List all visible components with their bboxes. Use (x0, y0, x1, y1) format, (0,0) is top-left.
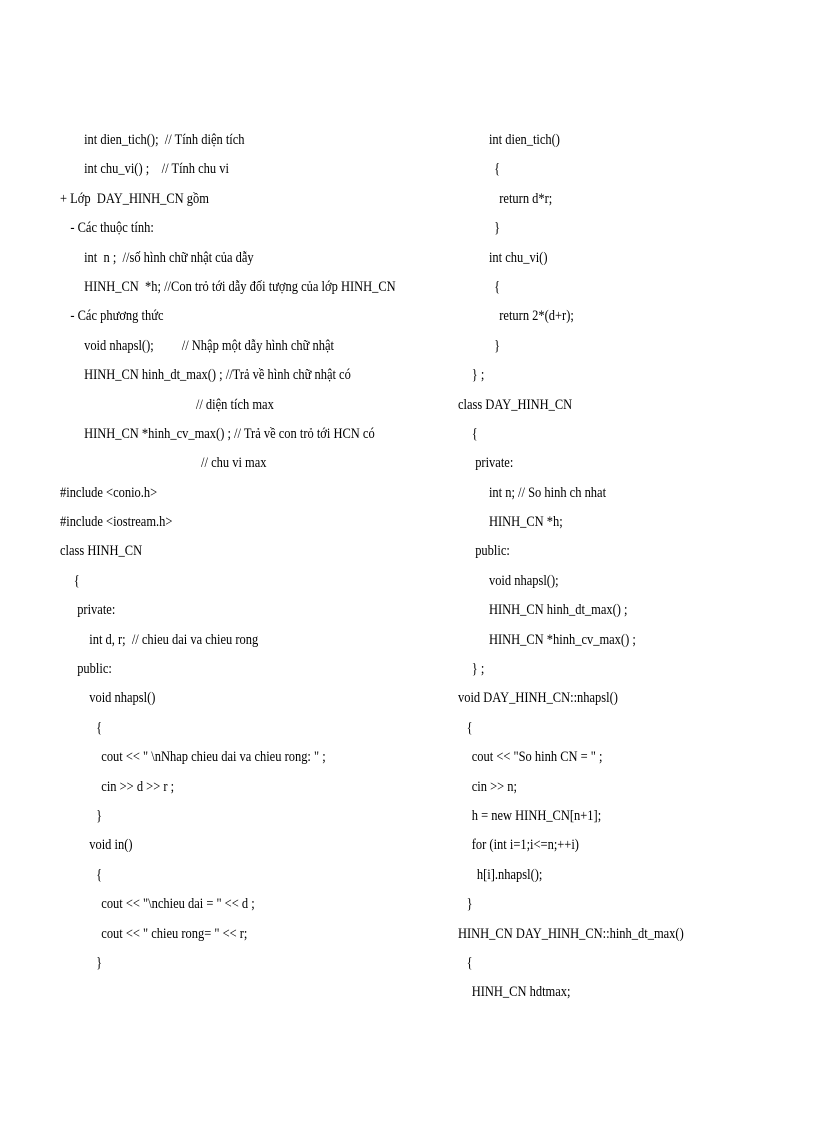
code-line: { (466, 954, 473, 971)
code-line: HINH_CN hdtmax; (471, 984, 571, 1001)
code-line: { (494, 278, 501, 295)
left-code-column (60, 126, 440, 978)
right-code-column (458, 126, 798, 1008)
code-line: cout << " chieu rong= " << r; (101, 925, 248, 942)
code-line: - Các thuộc tính: (70, 220, 154, 237)
code-line: cin >> n; (471, 778, 518, 795)
code-line: int dien_tich() (488, 132, 560, 148)
code-line: - Các phương thức (70, 308, 164, 325)
code-line: } (494, 220, 501, 237)
code-line: { (466, 719, 473, 736)
code-line: + Lớp DAY_HINH_CN gồm (60, 190, 209, 207)
code-line: private: (77, 602, 116, 619)
code-line: class HINH_CN (60, 543, 143, 560)
code-line: // diện tích max (195, 396, 274, 413)
code-line: { (96, 719, 103, 736)
code-line: for (int i=1;i<=n;++i) (471, 837, 579, 854)
code-line: return d*r; (499, 190, 553, 207)
code-line: void in() (89, 837, 133, 854)
code-line: cout << " \nNhap chieu dai va chieu rong: " ; (101, 749, 326, 766)
code-line: return 2*(d+r); (499, 308, 574, 325)
code-line: // chu vi max (201, 455, 267, 472)
code-line: cout << "So hinh CN = " ; (471, 749, 603, 766)
code-line: private: (475, 455, 514, 472)
code-line: int n; // So hinh ch nhat (488, 484, 607, 501)
code-line: int d, r; // chieu dai va chieu rong (89, 631, 259, 648)
code-line: HINH_CN *h; //Con trỏ tới dẫy đối tượng của lớp HINH_CN (84, 278, 396, 295)
code-line: int chu_vi() (488, 249, 548, 266)
code-line: public: (77, 661, 112, 678)
code-line: #include <conio.h> (60, 484, 158, 501)
code-line: HINH_CN hinh_dt_max() ; //Trả về hình chữ nhật có (84, 367, 351, 384)
code-line: void nhapsl(); // Nhập một dẫy hình chữ nhật (84, 337, 334, 354)
code-line: HINH_CN *hinh_cv_max() ; // Trả về con trỏ tới HCN có (84, 425, 375, 442)
code-line: #include <iostream.h> (60, 514, 173, 531)
code-line: int chu_vi() ; // Tính chu vi (84, 161, 229, 178)
code-line: void nhapsl() (89, 690, 156, 707)
code-line: } (96, 807, 103, 824)
code-line: int dien_tich(); // Tính diện tích (84, 132, 245, 148)
code-line: { (73, 572, 80, 589)
code-line: h = new HINH_CN[n+1]; (471, 807, 602, 824)
code-line: void DAY_HINH_CN::nhapsl() (458, 690, 618, 707)
code-line: public: (475, 543, 510, 560)
code-line: } (494, 337, 501, 354)
code-line: HINH_CN hinh_dt_max() ; (488, 602, 628, 619)
code-line: { (471, 425, 478, 442)
code-line: } ; (471, 367, 485, 384)
code-line: h[i].nhapsl(); (476, 866, 543, 883)
code-line: HINH_CN DAY_HINH_CN::hinh_dt_max() (458, 925, 684, 942)
code-line: HINH_CN *hinh_cv_max() ; (488, 631, 636, 648)
code-line: } (96, 954, 103, 971)
code-line: HINH_CN *h; (488, 514, 563, 531)
code-line: { (96, 866, 103, 883)
code-line: class DAY_HINH_CN (458, 396, 573, 413)
code-line: cout << "\nchieu dai = " << d ; (101, 896, 255, 913)
code-line: cin >> d >> r ; (101, 778, 175, 795)
code-line: void nhapsl(); (488, 572, 559, 589)
code-line: } (466, 896, 473, 913)
code-line: { (494, 161, 501, 178)
code-line: int n ; //số hình chữ nhật của dẫy (84, 249, 254, 266)
code-line: } ; (471, 661, 485, 678)
